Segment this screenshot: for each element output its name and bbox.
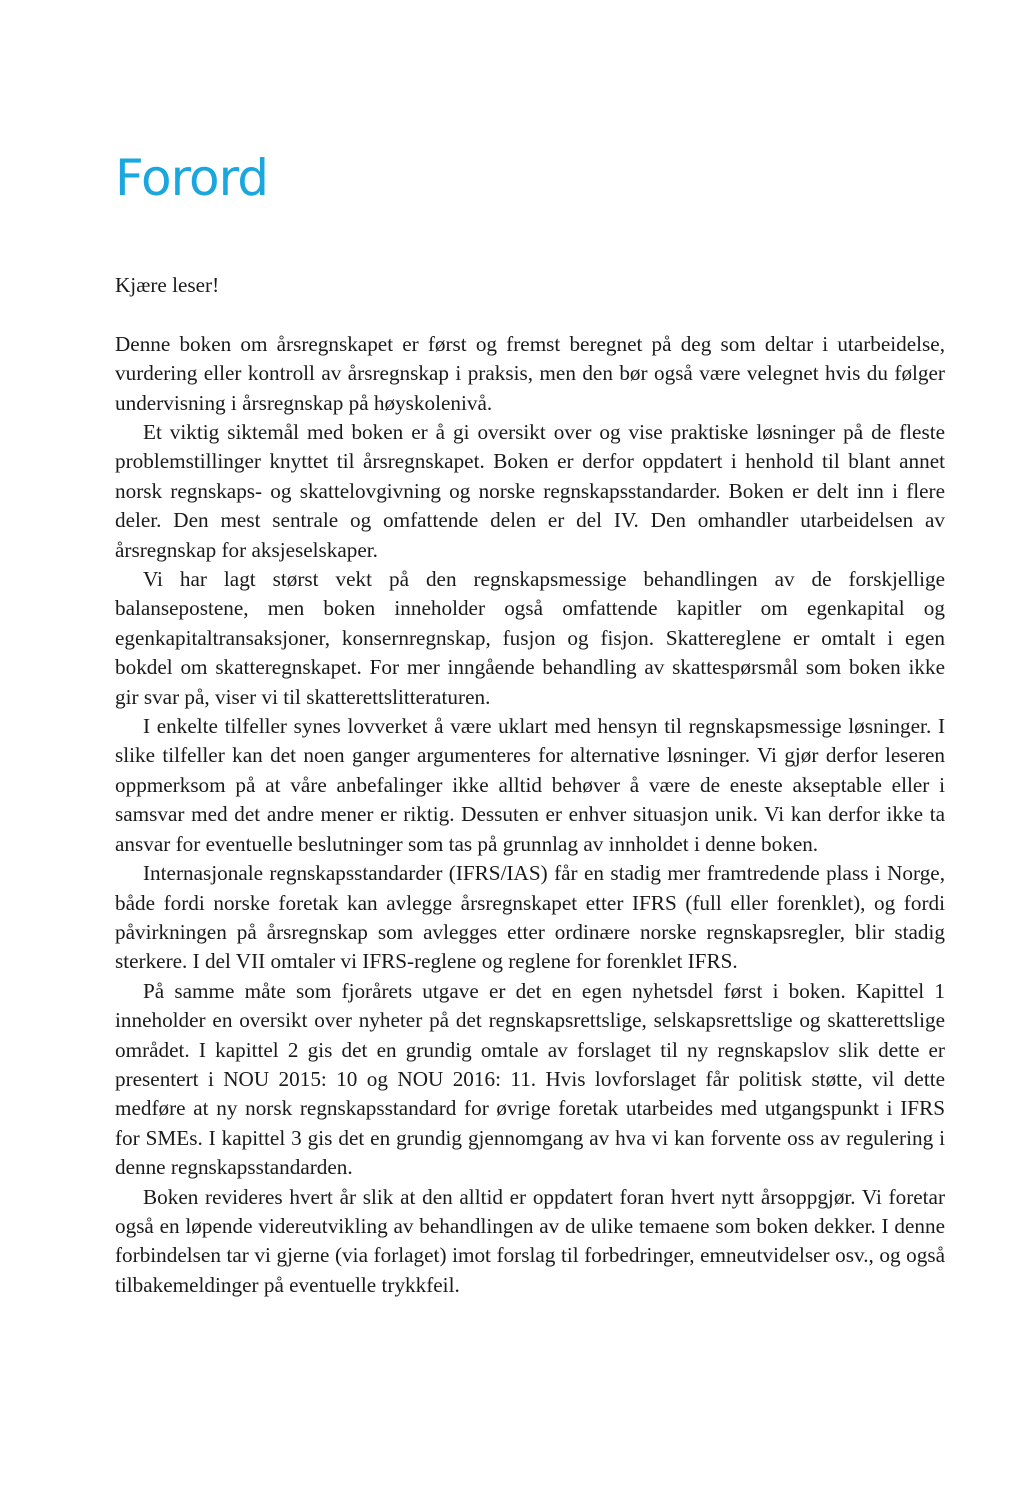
- preface-body: [115, 271, 945, 1300]
- paragraph: Boken revideres hvert år slik at den alltid er oppdatert foran hvert nytt årsoppgjør. Vi foretar også en løpende videreutvikling av behandlingen av de ulike temaene som boken dekker. I denne forbindelsen tar vi gjerne (via forlaget) imot forslag til forbedringer, emneutvidelser osv., og også tilbakemeldinger på eventuelle trykkfeil.: [115, 1184, 945, 1297]
- paragraph: Denne boken om årsregnskapet er først og fremst beregnet på deg som deltar i utarbeidelse, vurdering eller kontroll av årsregnskap i praksis, men den bør også være velegnet hvis du følger undervisning i årsregnskap på høyskolenivå.: [115, 331, 945, 415]
- paragraph: Internasjonale regnskapsstandarder (IFRS/IAS) får en stadig mer framtredende plass i Norge, både fordi norske foretak kan avlegge årsregnskapet etter IFRS (full eller forenklet), og fordi påvirkningen på årsregnskap som avlegges etter ordinære norske regnskapsregler, blir stadig sterkere. I del VII omtaler vi IFRS-reglene og reglene for forenklet IFRS.: [115, 861, 945, 974]
- paragraph: Et viktig siktemål med boken er å gi oversikt over og vise praktiske løsninger på de fleste problemstillinger knyttet til årsregnskapet. Boken er derfor oppdatert i henhold til blant annet norsk regnskaps- og skattelovgivning og norske regnskapsstandarder. Boken er delt inn i flere deler. Den mest sentrale og omfattende delen er del IV. Den omhandler utarbeidelsen av årsregnskap for aksjeselskaper.: [115, 420, 945, 562]
- page-title: Forord: [115, 149, 269, 207]
- paragraph: Vi har lagt størst vekt på den regnskapsmessige behandlingen av de forskjellige balansepostene, men boken inneholder også omfattende kapitler om egenkapital og egenkapitaltransaksjoner, konsernregnskap, fusjon og fisjon. Skattereglene er omtalt i egen bokdel om skatteregnskapet. For mer inngående behandling av skattespørsmål som boken ikke gir svar på, viser vi til skatterettslitteraturen.: [115, 567, 945, 709]
- paragraph: I enkelte tilfeller synes lovverket å være uklart med hensyn til regnskapsmessige løsninger. I slike tilfeller kan det noen ganger argumenteres for alternative løsninger. Vi gjør derfor leseren oppmerksom på at våre anbefalinger ikke alltid behøver å være de eneste akseptable eller i samsvar med det andre mener er riktig. Dessuten er enhver situasjon unik. Vi kan derfor ikke ta ansvar for eventuelle beslutninger som tas på grunnlag av innholdet i denne boken.: [115, 714, 945, 856]
- salutation: Kjære leser!: [115, 273, 220, 297]
- paragraph: På samme måte som fjorårets utgave er det en egen nyhetsdel først i boken. Kapittel 1 inneholder en oversikt over nyheter på det regnskapsrettslige, selskapsrettslige og skatterettslige området. I kapittel 2 gis det en grundig omtale av forslaget til ny regnskapslov slik dette er presentert i NOU 2015: 10 og NOU 2016: 11. Hvis lovforslaget får politisk støtte, vil dette medføre at ny norsk regnskapsstandard for øvrige foretak utarbeides med utgangspunkt i IFRS for SMEs. I kapittel 3 gis det en grundig gjennomgang av hva vi kan forvente oss av regulering i denne regnskapsstandarden.: [115, 978, 945, 1180]
